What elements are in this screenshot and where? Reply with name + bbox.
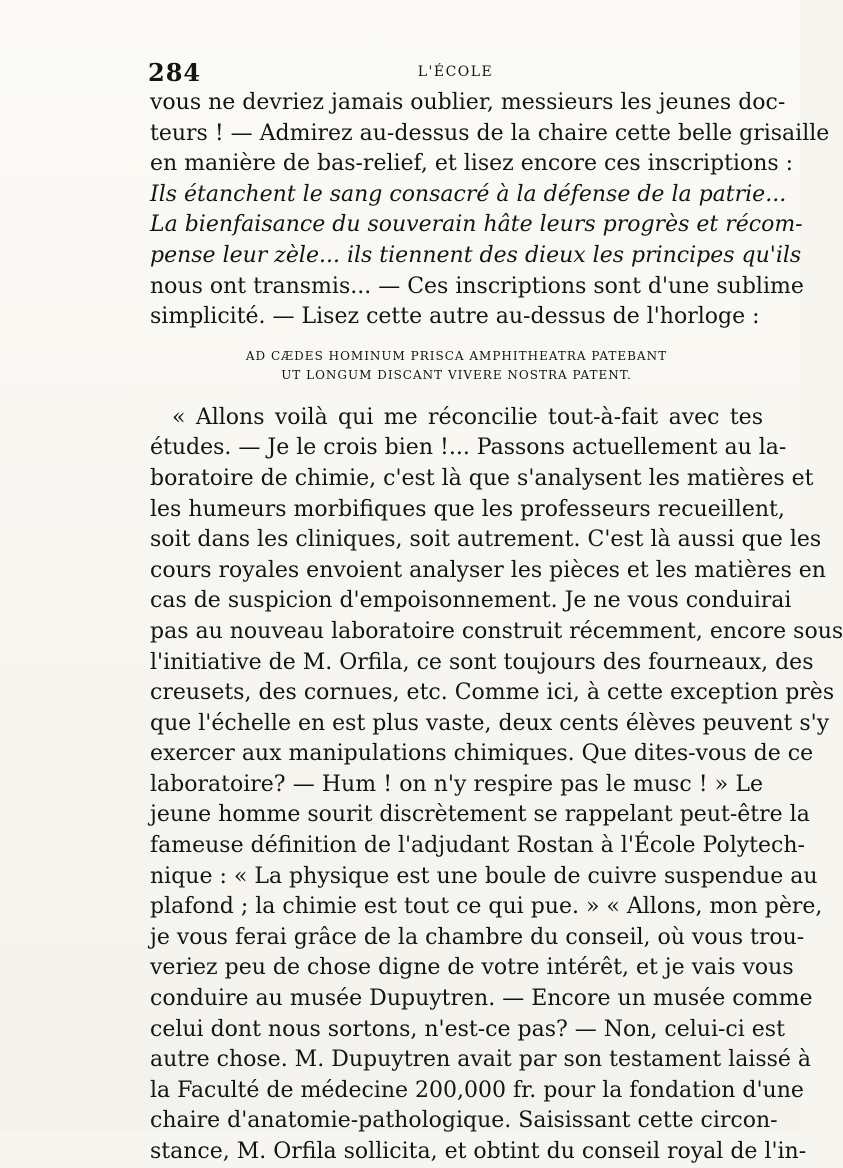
text-line: soit dans les cliniques, soit autrement. C'est là aussi que les [150,527,822,553]
text-line: études. — Je le crois bien !... Passons actuellement au la- [150,435,787,461]
text-line: veriez peu de chose digne de votre intérêt, et je vais vous [150,955,794,981]
body-text [150,88,843,1168]
text-line: vous ne devriez jamais oublier, messieurs les jeunes doc- [150,90,786,115]
text-line: pas au nouveau laboratoire construit récemment, encore sous [150,618,843,644]
text-line: plafond ; la chimie est tout ce qui pue. » « Allons, mon père, [150,894,823,920]
text-line: que l'échelle en est plus vaste, deux cents élèves peuvent s'y [150,710,830,736]
text-line: nous ont transmis... — Ces inscriptions sont d'une sublime [150,273,804,299]
text-line: cours royales envoient analyser les pièces et les matières en [150,557,826,583]
text-line: chaire d'anatomie-pathologique. Saisissant cette circon- [150,1108,778,1134]
page-number: 284 [148,58,202,87]
text-line: autre chose. M. Dupuytren avait par son testament laissé à [150,1047,812,1073]
text-line: cas de suspicion d'empoisonnement. Je ne vous conduirai [150,588,792,614]
text-line: fameuse définition de l'adjudant Rostan à l'École Polytech- [150,833,805,859]
text-line: boratoire de chimie, c'est là que s'analysent les matières et [150,465,814,491]
italic-inscription-line: pense leur zèle... ils tiennent des dieux les principes qu'ils [150,242,802,268]
text-line: en manière de bas-relief, et lisez encore ces inscriptions : [150,151,794,177]
text-line: « Allons voilà qui me réconcilie tout-à-fait avec tes [172,404,763,430]
running-title: L'ÉCOLE [417,64,494,80]
italic-inscription-line: La bienfaisance du souverain hâte leurs progrès et récom- [150,212,803,238]
text-line: celui dont nous sortons, n'est-ce pas? — Non, celui-ci est [150,1016,785,1042]
text-line: laboratoire? — Hum ! on n'y respire pas le musc ! » Le [150,771,763,797]
text-line: la Faculté de médecine 200,000 fr. pour la fondation d'une [150,1077,804,1103]
text-line: creusets, des cornues, etc. Comme ici, à cette exception près [150,680,835,706]
text-line: simplicité. — Lisez cette autre au-dessus de l'horloge : [150,304,760,330]
text-line: je vous ferai grâce de la chambre du conseil, où vous trou- [150,924,805,950]
inscription-line: UT LONGUM DISCANT VIVERE NOSTRA PATENT. [281,367,632,382]
italic-inscription-line: Ils étanchent le sang consacré à la défense de la patrie... [150,181,787,207]
latin-inscription [150,347,763,385]
text-line: les humeurs morbifiques que les professeurs recueillent, [150,496,785,522]
page-header [148,58,763,88]
text-line: l'initiative de M. Orfila, ce sont toujours des fourneaux, des [150,649,814,675]
text-line: stance, M. Orfila sollicita, et obtint du conseil royal de l'in- [150,1139,807,1164]
text-line: exercer aux manipulations chimiques. Que dites-vous de ce [150,741,814,767]
inscription-line: AD CÆDES HOMINUM PRISCA AMPHITHEATRA PATEBANT [245,348,668,363]
text-line: teurs ! — Admirez au-dessus de la chaire cette belle grisaille [150,120,830,146]
text-line: jeune homme sourit discrètement se rappelant peut-être la [150,802,810,828]
text-line: nique : « La physique est une boule de cuivre suspendue au [150,863,818,889]
text-line: conduire au musée Dupuytren. — Encore un musée comme [150,986,813,1012]
